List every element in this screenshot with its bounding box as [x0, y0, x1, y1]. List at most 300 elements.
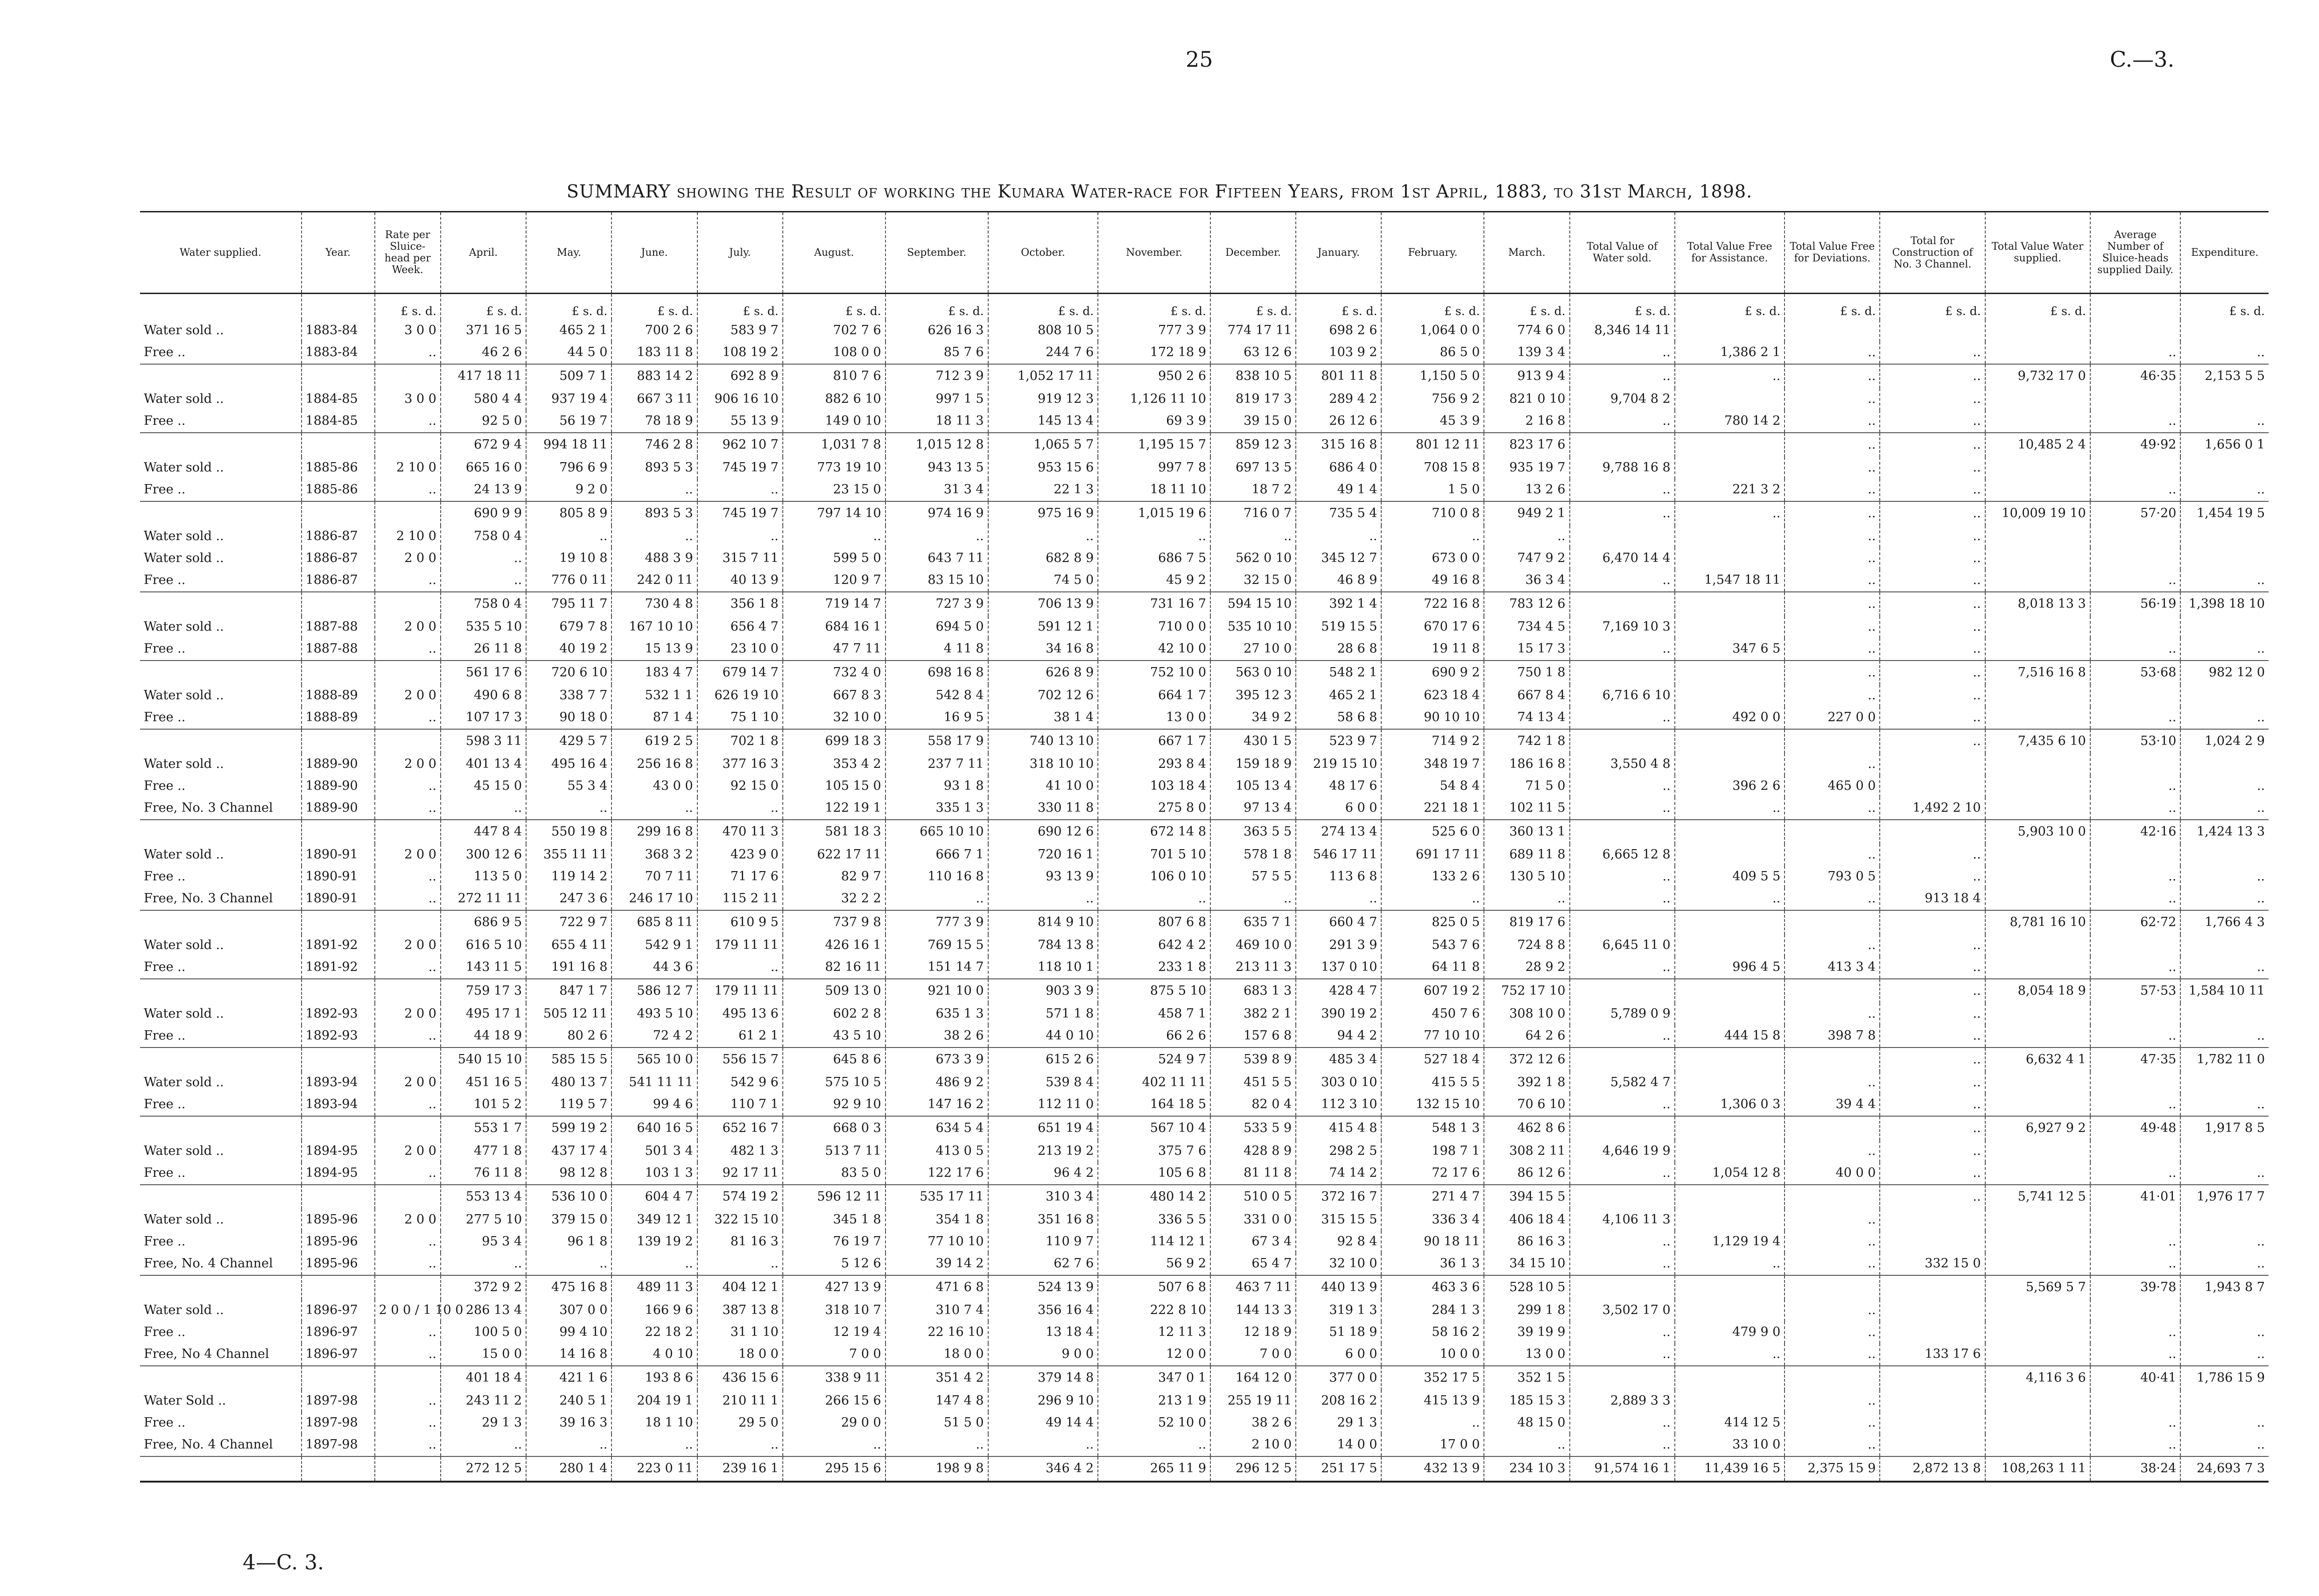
table-cell: .. — [697, 526, 783, 548]
table-cell: 692 8 9 — [697, 364, 783, 388]
table-cell: Water sold .. — [144, 938, 224, 952]
table-cell: 15 0 0 — [441, 1343, 526, 1366]
table-row — [140, 1390, 2269, 1412]
table-cell: 684 16 1 — [783, 616, 885, 638]
table-cell — [1985, 569, 2090, 592]
table-cell — [140, 364, 302, 388]
table-cell: 34 15 10 — [1484, 1253, 1569, 1275]
table-cell: .. — [2090, 342, 2181, 364]
table-cell: Free .. — [144, 1325, 186, 1339]
table-cell: 19 11 8 — [1381, 638, 1484, 661]
table-cell: 149 0 10 — [783, 410, 885, 433]
table-cell: 724 8 8 — [1484, 935, 1569, 956]
table-cell — [2180, 1390, 2269, 1412]
table-cell: .. — [1785, 1140, 1880, 1162]
column-header: Expenditure. — [2180, 212, 2269, 294]
table-cell: 664 1 7 — [1098, 685, 1210, 707]
table-cell: 7,435 6 10 — [1985, 729, 2090, 753]
table-cell: .. — [783, 1434, 885, 1456]
table-cell: 413 3 4 — [1785, 956, 1880, 979]
table-cell: 151 14 7 — [885, 956, 988, 979]
table-cell: 679 14 7 — [697, 661, 783, 685]
table-cell: .. — [611, 1253, 697, 1275]
table-cell: 937 19 4 — [526, 388, 611, 410]
table-cell: Free .. — [144, 414, 186, 428]
table-cell: 1888-89 — [302, 707, 375, 729]
table-cell: 1,492 2 10 — [1880, 797, 1985, 820]
table-row — [140, 410, 2269, 433]
table-cell: 86 5 0 — [1381, 342, 1484, 364]
table-cell: .. — [697, 479, 783, 501]
table-cell: 32 10 0 — [783, 707, 885, 729]
table-cell: 387 13 8 — [697, 1300, 783, 1322]
table-cell: 752 10 0 — [1098, 661, 1210, 685]
table-cell: 18 7 2 — [1210, 479, 1296, 501]
table-cell: 22 18 2 — [611, 1322, 697, 1343]
table-cell: .. — [1785, 1434, 1880, 1456]
table-cell: 668 0 3 — [783, 1116, 885, 1140]
table-cell: 558 17 9 — [885, 729, 988, 753]
table-cell: 1885-86 — [302, 457, 375, 479]
column-header: June. — [611, 212, 697, 294]
table-cell: 949 2 1 — [1484, 501, 1569, 526]
table-cell: .. — [1675, 364, 1785, 388]
table-cell: 4 0 10 — [611, 1343, 697, 1366]
table-cell: 415 5 5 — [1381, 1072, 1484, 1094]
table-cell: 45 3 9 — [1381, 410, 1484, 433]
table-cell — [302, 294, 375, 320]
table-cell: 550 19 8 — [526, 820, 611, 844]
table-cell: 489 11 3 — [611, 1275, 697, 1300]
table-cell — [140, 729, 302, 753]
table-cell — [1985, 320, 2090, 342]
table-cell: 14 16 8 — [526, 1343, 611, 1366]
table-cell: 591 12 1 — [988, 616, 1098, 638]
table-cell: 46 2 6 — [441, 342, 526, 364]
total-row — [140, 729, 2269, 753]
table-cell — [375, 1185, 441, 1209]
table-cell: 542 9 1 — [611, 935, 697, 956]
table-cell: 1885-86 — [302, 479, 375, 501]
table-cell: .. — [1570, 1343, 1675, 1366]
table-cell: 9,704 8 2 — [1570, 388, 1675, 410]
table-cell: 6,470 14 4 — [1570, 548, 1675, 569]
table-cell: 6,645 11 0 — [1570, 935, 1675, 956]
table-cell: 580 4 4 — [441, 388, 526, 410]
table-cell — [1985, 388, 2090, 410]
table-cell: 346 4 2 — [988, 1456, 1098, 1482]
table-cell: 122 17 6 — [885, 1162, 988, 1185]
table-cell: 1894-95 — [302, 1162, 375, 1185]
table-cell: 1897-98 — [302, 1390, 375, 1412]
table-cell: 40 0 0 — [1785, 1162, 1880, 1185]
table-cell: 70 6 10 — [1484, 1094, 1569, 1116]
column-header: January. — [1296, 212, 1381, 294]
table-cell: 616 5 10 — [441, 935, 526, 956]
table-cell: 686 7 5 — [1098, 548, 1210, 569]
table-cell — [1785, 1275, 1880, 1300]
table-cell — [140, 501, 302, 526]
table-cell: .. — [1785, 661, 1880, 685]
total-row — [140, 910, 2269, 935]
table-cell: £ s. d. — [1880, 294, 1985, 320]
table-cell: £ s. d. — [1985, 294, 2090, 320]
table-cell: 801 12 11 — [1381, 433, 1484, 457]
table-cell: .. — [2180, 1253, 2269, 1275]
table-cell: 12 19 4 — [783, 1322, 885, 1343]
column-header: August. — [783, 212, 885, 294]
table-cell: 9,732 17 0 — [1985, 364, 2090, 388]
table-cell: 348 19 7 — [1381, 753, 1484, 775]
table-cell: 5,741 12 5 — [1985, 1185, 2090, 1209]
table-cell: 805 8 9 — [526, 501, 611, 526]
table-cell: 90 18 0 — [526, 707, 611, 729]
table-cell: 81 11 8 — [1210, 1162, 1296, 1185]
table-cell: .. — [1210, 526, 1296, 548]
table-cell: .. — [1880, 410, 1985, 433]
table-cell: 166 9 6 — [611, 1300, 697, 1322]
table-cell: 548 1 3 — [1381, 1116, 1484, 1140]
table-cell: 427 13 9 — [783, 1275, 885, 1300]
table-row — [140, 526, 2269, 548]
table-cell: 539 8 9 — [1210, 1048, 1296, 1072]
table-cell: 29 0 0 — [783, 1412, 885, 1434]
table-cell: 1,054 12 8 — [1675, 1162, 1785, 1185]
table-cell: .. — [2090, 410, 2181, 433]
table-cell: 784 13 8 — [988, 935, 1098, 956]
table-cell: 233 1 8 — [1098, 956, 1210, 979]
table-cell: 72 17 6 — [1381, 1162, 1484, 1185]
table-cell: 16 9 5 — [885, 707, 988, 729]
table-cell: 310 7 4 — [885, 1300, 988, 1322]
table-cell: .. — [1880, 866, 1985, 888]
table-cell: .. — [1296, 526, 1381, 548]
table-cell — [2090, 1300, 2181, 1322]
table-cell: 100 5 0 — [441, 1322, 526, 1343]
table-cell — [375, 979, 441, 1003]
table-cell: 319 1 3 — [1296, 1300, 1381, 1322]
table-cell — [302, 364, 375, 388]
table-cell: Water sold .. — [144, 1075, 224, 1090]
table-cell: .. — [988, 888, 1098, 910]
table-cell: 727 3 9 — [885, 592, 988, 616]
table-cell: 683 1 3 — [1210, 979, 1296, 1003]
table-cell: 1886-87 — [302, 569, 375, 592]
summary-table — [140, 211, 2269, 1483]
table-cell: 882 6 10 — [783, 388, 885, 410]
table-cell: .. — [375, 1162, 441, 1185]
table-cell: 1,386 2 1 — [1675, 342, 1785, 364]
table-cell — [375, 592, 441, 616]
table-cell — [1880, 775, 1985, 797]
table-cell: 975 16 9 — [988, 501, 1098, 526]
table-cell: 72 4 2 — [611, 1025, 697, 1048]
table-cell — [302, 910, 375, 935]
table-cell: 742 1 8 — [1484, 729, 1569, 753]
table-cell: 86 16 3 — [1484, 1231, 1569, 1253]
table-cell: 1895-96 — [302, 1253, 375, 1275]
table-cell: .. — [2180, 1094, 2269, 1116]
table-cell: 10,009 19 10 — [1985, 501, 2090, 526]
table-cell: 48 15 0 — [1484, 1412, 1569, 1434]
table-cell: 583 9 7 — [697, 320, 783, 342]
table-cell: 106 0 10 — [1098, 866, 1210, 888]
table-cell: .. — [2180, 1434, 2269, 1456]
table-row — [140, 457, 2269, 479]
table-cell: 13 18 4 — [988, 1322, 1098, 1343]
table-cell: 2 10 0 — [375, 457, 441, 479]
table-cell: .. — [375, 342, 441, 364]
table-cell: Free .. — [144, 869, 186, 884]
table-cell: .. — [1785, 433, 1880, 457]
table-cell — [1675, 685, 1785, 707]
table-cell: 921 10 0 — [885, 979, 988, 1003]
total-row — [140, 1116, 2269, 1140]
table-cell — [140, 1366, 302, 1390]
table-cell: 101 5 2 — [441, 1094, 526, 1116]
table-cell — [1570, 1366, 1675, 1390]
table-cell — [1985, 1072, 2090, 1094]
table-cell: 722 16 8 — [1381, 592, 1484, 616]
table-cell: .. — [441, 569, 526, 592]
table-cell: 93 1 8 — [885, 775, 988, 797]
table-cell: 539 8 4 — [988, 1072, 1098, 1094]
table-cell: 303 0 10 — [1296, 1072, 1381, 1094]
table-cell: 745 19 7 — [697, 457, 783, 479]
table-cell: 7,169 10 3 — [1570, 616, 1675, 638]
table-cell: .. — [1785, 342, 1880, 364]
table-cell: 1,306 0 3 — [1675, 1094, 1785, 1116]
table-cell: 720 6 10 — [526, 661, 611, 685]
table-cell: 752 17 10 — [1484, 979, 1569, 1003]
table-cell — [1985, 1434, 2090, 1456]
table-cell: 1895-96 — [302, 1209, 375, 1231]
table-cell — [302, 433, 375, 457]
table-cell: 5,582 4 7 — [1570, 1072, 1675, 1094]
table-cell: 90 18 11 — [1381, 1231, 1484, 1253]
table-cell: 92 17 11 — [697, 1162, 783, 1185]
table-cell — [375, 910, 441, 935]
table-cell — [140, 1275, 302, 1300]
table-cell: 54 8 4 — [1381, 775, 1484, 797]
table-cell: .. — [1880, 616, 1985, 638]
table-cell — [1985, 753, 2090, 775]
table-cell: 55 3 4 — [526, 775, 611, 797]
table-cell: 2 10 0 — [375, 526, 441, 548]
table-cell: 198 7 1 — [1381, 1140, 1484, 1162]
table-cell: .. — [611, 1434, 697, 1456]
table-cell: 315 15 5 — [1296, 1209, 1381, 1231]
table-cell — [1785, 320, 1880, 342]
table-cell: 3,550 4 8 — [1570, 753, 1675, 775]
table-cell — [140, 979, 302, 1003]
table-cell: 883 14 2 — [611, 364, 697, 388]
table-cell: 132 15 10 — [1381, 1094, 1484, 1116]
table-cell: 352 1 5 — [1484, 1366, 1569, 1390]
table-cell — [302, 1116, 375, 1140]
table-cell: 164 18 5 — [1098, 1094, 1210, 1116]
table-cell: .. — [1785, 457, 1880, 479]
table-cell — [140, 820, 302, 844]
table-cell: .. — [1880, 548, 1985, 569]
table-cell: .. — [1570, 364, 1675, 388]
table-cell — [1785, 1185, 1880, 1209]
table-cell: 982 12 0 — [2180, 661, 2269, 685]
table-cell: .. — [1210, 888, 1296, 910]
table-cell — [1675, 1209, 1785, 1231]
table-cell: 271 4 7 — [1381, 1185, 1484, 1209]
table-cell — [1785, 729, 1880, 753]
table-cell: 746 2 8 — [611, 433, 697, 457]
table-cell: £ s. d. — [1296, 294, 1381, 320]
table-cell: 95 3 4 — [441, 1231, 526, 1253]
table-cell: 697 13 5 — [1210, 457, 1296, 479]
table-cell: 87 1 4 — [611, 707, 697, 729]
table-cell — [1880, 1322, 1985, 1343]
table-cell: 997 7 8 — [1098, 457, 1210, 479]
table-cell: 237 7 11 — [885, 753, 988, 775]
table-cell: 734 4 5 — [1484, 616, 1569, 638]
column-header: Year. — [302, 212, 375, 294]
table-cell: .. — [2090, 707, 2181, 729]
table-cell: 2 0 0 — [375, 753, 441, 775]
table-cell: 814 9 10 — [988, 910, 1098, 935]
table-cell: 44 18 9 — [441, 1025, 526, 1048]
table-cell: Free .. — [144, 1234, 186, 1249]
table-cell — [2180, 1300, 2269, 1322]
table-cell: .. — [2090, 888, 2181, 910]
table-cell: 94 4 2 — [1296, 1025, 1381, 1048]
column-header: Rate per Sluice-head per Week. — [375, 212, 441, 294]
table-cell: 213 19 2 — [988, 1140, 1098, 1162]
table-cell — [1785, 1048, 1880, 1072]
table-cell: 351 4 2 — [885, 1366, 988, 1390]
total-row — [140, 364, 2269, 388]
table-cell: 2 0 0 — [375, 1140, 441, 1162]
table-cell: 523 9 7 — [1296, 729, 1381, 753]
table-cell: £ s. d. — [783, 294, 885, 320]
table-cell: 92 5 0 — [441, 410, 526, 433]
table-cell: 193 8 6 — [611, 1366, 697, 1390]
table-cell: 382 2 1 — [1210, 1003, 1296, 1025]
table-cell: Water Sold .. — [144, 1393, 226, 1408]
table-cell — [375, 1456, 441, 1482]
table-cell: 505 12 11 — [526, 1003, 611, 1025]
table-cell: 1,015 19 6 — [1098, 501, 1210, 526]
table-cell: 32 2 2 — [783, 888, 885, 910]
table-cell: 670 17 6 — [1381, 616, 1484, 638]
table-cell: 33 10 0 — [1675, 1434, 1785, 1456]
table-cell: .. — [1880, 844, 1985, 866]
table-cell: 758 0 4 — [441, 526, 526, 548]
table-cell: 62 7 6 — [988, 1253, 1098, 1275]
table-cell: .. — [1570, 638, 1675, 661]
table-cell: 465 0 0 — [1785, 775, 1880, 797]
table-cell: 735 5 4 — [1296, 501, 1381, 526]
table-cell: 103 9 2 — [1296, 342, 1381, 364]
total-row — [140, 1048, 2269, 1072]
table-cell: 284 1 3 — [1381, 1300, 1484, 1322]
table-cell: 66 2 6 — [1098, 1025, 1210, 1048]
table-cell: 432 13 9 — [1381, 1456, 1484, 1482]
table-cell: 49·92 — [2090, 433, 2181, 457]
table-cell — [375, 1048, 441, 1072]
table-cell — [302, 592, 375, 616]
table-cell: 586 12 7 — [611, 979, 697, 1003]
table-cell: .. — [1785, 685, 1880, 707]
table-cell: .. — [375, 1253, 441, 1275]
table-cell: 1892-93 — [302, 1003, 375, 1025]
table-cell: 714 9 2 — [1381, 729, 1484, 753]
table-cell — [1985, 548, 2090, 569]
table-cell — [1985, 1025, 2090, 1048]
table-cell: 1,424 13 3 — [2180, 820, 2269, 844]
table-cell: .. — [2180, 638, 2269, 661]
table-cell: 351 16 8 — [988, 1209, 1098, 1231]
table-cell: .. — [1880, 1072, 1985, 1094]
table-cell — [1675, 1275, 1785, 1300]
table-cell: 404 12 1 — [697, 1275, 783, 1300]
table-cell: 82 0 4 — [1210, 1094, 1296, 1116]
table-cell: 272 12 5 — [441, 1456, 526, 1482]
table-cell — [1985, 342, 2090, 364]
table-cell: .. — [375, 707, 441, 729]
table-cell: 331 0 0 — [1210, 1209, 1296, 1231]
page-number: 25 — [1186, 47, 1213, 72]
table-cell: 57·20 — [2090, 501, 2181, 526]
table-cell: Free .. — [144, 641, 186, 656]
table-cell: 377 16 3 — [697, 753, 783, 775]
table-row — [140, 935, 2269, 956]
table-cell — [140, 1116, 302, 1140]
table-cell: .. — [1880, 364, 1985, 388]
table-cell — [375, 1275, 441, 1300]
total-row — [140, 1366, 2269, 1390]
table-cell: 191 16 8 — [526, 956, 611, 979]
table-cell — [1675, 1048, 1785, 1072]
table-cell: 133 2 6 — [1381, 866, 1484, 888]
table-cell: 626 19 10 — [697, 685, 783, 707]
table-cell: 759 17 3 — [441, 979, 526, 1003]
table-cell: 462 8 6 — [1484, 1116, 1569, 1140]
table-cell: .. — [526, 1434, 611, 1456]
table-cell: 26 12 6 — [1296, 410, 1381, 433]
table-cell: .. — [697, 797, 783, 820]
table-cell — [375, 729, 441, 753]
table-cell — [1985, 1209, 2090, 1231]
table-cell — [1985, 1412, 2090, 1434]
table-cell: 698 16 8 — [885, 661, 988, 685]
table-cell: 85 7 6 — [885, 342, 988, 364]
table-cell: 208 16 2 — [1296, 1390, 1381, 1412]
table-cell: 300 12 6 — [441, 844, 526, 866]
table-cell: .. — [375, 866, 441, 888]
table-cell: .. — [1570, 866, 1675, 888]
table-cell: 575 10 5 — [783, 1072, 885, 1094]
table-cell: 81 16 3 — [697, 1231, 783, 1253]
table-cell — [140, 1048, 302, 1072]
table-cell: 227 0 0 — [1785, 707, 1880, 729]
table-cell: .. — [2180, 707, 2269, 729]
table-cell: 310 3 4 — [988, 1185, 1098, 1209]
table-cell: 108,263 1 11 — [1985, 1456, 2090, 1482]
table-cell — [1570, 433, 1675, 457]
table-cell: .. — [1570, 1094, 1675, 1116]
table-cell: 244 7 6 — [988, 342, 1098, 364]
table-cell: 2 0 0 — [375, 935, 441, 956]
table-cell: .. — [1570, 707, 1675, 729]
table-cell: 277 5 10 — [441, 1209, 526, 1231]
